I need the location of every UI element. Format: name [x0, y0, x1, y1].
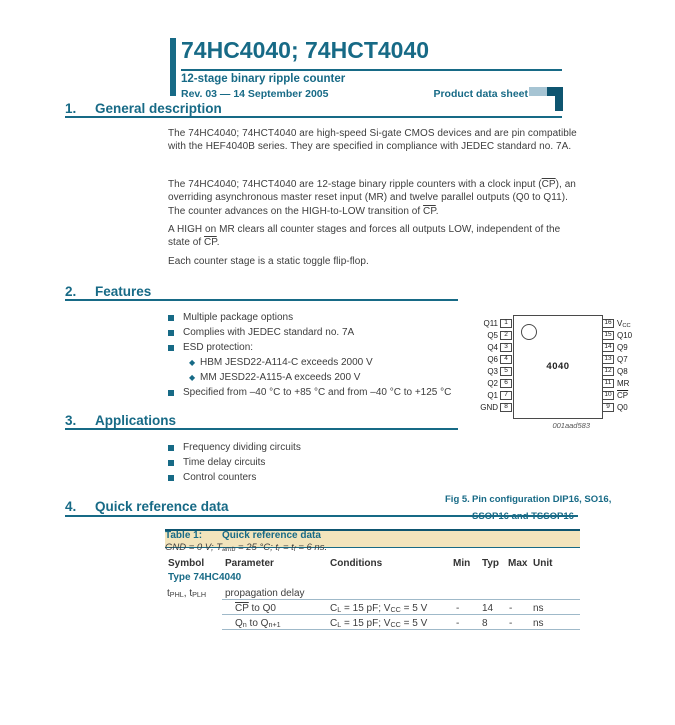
section-4-number: 4. [65, 499, 77, 514]
figure-caption-label: Fig 5. [445, 494, 470, 505]
table-cell-min: - [456, 618, 460, 629]
pin-label: Q3 [487, 367, 498, 376]
title-rule [181, 69, 562, 71]
section-3-title: Applications [95, 413, 177, 428]
dip-right-pins [602, 319, 632, 412]
pin-number-box: 8 [500, 403, 512, 412]
pin-row [469, 367, 513, 376]
table-title: Quick reference data [222, 530, 321, 541]
pin-row [602, 331, 632, 340]
table-conditions-note: GND = 0 V; Tamb = 25 °C; tr = tf = 6 ns. [165, 542, 328, 554]
revision-text: Rev. 03 — 14 September 2005 [181, 88, 329, 100]
pin-row [469, 379, 513, 388]
bullet-square-icon [168, 445, 174, 451]
table-cell-symbol: tPHL, tPLH [167, 588, 207, 600]
page-subtitle: 12-stage binary ripple counter [181, 73, 346, 85]
table-cell-min: - [456, 603, 460, 614]
table-cell-unit: ns [533, 603, 544, 614]
feature-item: Complies with JEDEC standard no. 7A [183, 327, 355, 338]
pin1-indicator-circle [521, 324, 537, 340]
pin-label: Q4 [487, 343, 498, 352]
application-item: Time delay circuits [183, 457, 266, 468]
dip-left-pins [469, 319, 513, 412]
pin-row [602, 391, 632, 400]
pin-row [469, 403, 513, 412]
pin-row [469, 319, 513, 328]
bullet-diamond-icon: ◆ [189, 358, 196, 367]
pin-row [469, 355, 513, 364]
application-item: Frequency dividing circuits [183, 442, 301, 453]
table-cell-parameter: propagation delay [225, 588, 305, 599]
bullet-square-icon [168, 315, 174, 321]
section-3-rule [65, 428, 458, 430]
pin-label: MR [617, 379, 630, 388]
pin-label: Q0 [617, 403, 628, 412]
feature-item: ESD protection: [183, 342, 254, 353]
figure-id-code: 001aad583 [552, 421, 590, 430]
table-row-rule [222, 629, 580, 630]
pin-number-box: 15 [602, 331, 614, 340]
table-row-rule [222, 599, 580, 600]
section-2-rule [65, 299, 458, 301]
table-cell-max: - [509, 603, 513, 614]
bullet-square-icon [168, 390, 174, 396]
table-cell-parameter: $\overline{CP}$ to Q0 [235, 603, 276, 614]
bullet-diamond-icon: ◆ [189, 373, 196, 382]
bullet-square-icon [168, 345, 174, 351]
section-4-rule [65, 515, 578, 517]
paragraph: Each counter stage is a static toggle flip-flop. [168, 256, 369, 267]
column-header: Conditions [330, 558, 383, 569]
pin-row [602, 367, 632, 376]
header-corner-stripe [555, 96, 563, 111]
pin-row [469, 331, 513, 340]
table-cell-typ: 14 [482, 603, 494, 614]
pin-number-box: 1 [500, 319, 512, 328]
table-row-rule [222, 614, 580, 615]
section-1-rule [65, 116, 562, 118]
feature-item: Specified from –40 °C to +85 °C and from –40 °C to +125 °C [183, 387, 452, 398]
pin-label: Q6 [487, 355, 498, 364]
column-header: Max [508, 558, 528, 569]
column-header: Unit [533, 558, 553, 569]
section-1-number: 1. [65, 101, 77, 116]
table-cell-max: - [509, 618, 513, 629]
pin-label: Q8 [617, 367, 628, 376]
paragraph: The 74HC4040; 74HCT4040 are 12-stage binary ripple counters with a clock input $(\overline{CP})$, an overriding asynchronous master reset input (MR) and twelve parallel outputs (Q0 to Q11). The counter advances on the HIGH-to-LOW transition of $\overline{CP}$. [168, 179, 576, 217]
feature-item: Multiple package options [183, 312, 294, 323]
pin-number-box: 6 [500, 379, 512, 388]
column-header: Min [453, 558, 471, 569]
header-corner-accent-dark [547, 87, 563, 96]
doc-type-text: Product data sheet [433, 88, 528, 100]
revision-row [181, 88, 528, 100]
pin-label: Q5 [487, 331, 498, 340]
pin-label: Q10 [617, 331, 633, 340]
bullet-square-icon [168, 475, 174, 481]
quick-reference-table [165, 529, 580, 632]
table-cell-conditions: CL = 15 pF; VCC = 5 V [330, 618, 428, 630]
page-title: 74HC4040; 74HCT4040 [181, 37, 430, 63]
pin-number-box: 4 [500, 355, 512, 364]
pin-label: $\overline{CP}$ [617, 391, 629, 400]
pin-row [602, 355, 632, 364]
pin-label: Q2 [487, 379, 498, 388]
section-2-number: 2. [65, 284, 77, 299]
feature-subitem: HBM JESD22-A114-C exceeds 2000 V [200, 357, 373, 368]
pin-number-box: 11 [602, 379, 614, 388]
pin-row [602, 403, 632, 412]
pin-label: Q1 [487, 391, 498, 400]
paragraph: A HIGH on MR clears all counter stages and forces all outputs LOW, independent of the state of $\overline{CP}$. [168, 224, 561, 249]
column-header: Symbol [168, 558, 205, 569]
title-accent-bar [170, 38, 176, 96]
pin-number-box: 3 [500, 343, 512, 352]
table-cell-typ: 8 [482, 618, 488, 629]
pin-label: VCC [617, 319, 631, 330]
pin-number-box: 7 [500, 391, 512, 400]
column-header: Typ [482, 558, 500, 569]
pin-number-box: 2 [500, 331, 512, 340]
paragraph: The 74HC4040; 74HCT4040 are high-speed Si-gate CMOS devices and are pin compatible with the HEF4040B series. They are specified in compliance with JEDEC standard no. 7A. [168, 128, 577, 153]
application-item: Control counters [183, 472, 257, 483]
table-cell-unit: ns [533, 618, 544, 629]
feature-subitem: MM JESD22-A115-A exceeds 200 V [200, 372, 361, 383]
pin-number-box: 14 [602, 343, 614, 352]
table-cell-conditions: CL = 15 pF; VCC = 5 V [330, 603, 428, 615]
pin-row [602, 343, 632, 352]
chip-label: 4040 [546, 361, 570, 372]
pin-label: GND [480, 403, 498, 412]
header-corner-accent-light [529, 87, 547, 96]
pin-row [469, 391, 513, 400]
section-3-number: 3. [65, 413, 77, 428]
section-2-title: Features [95, 284, 152, 299]
section-1-title: General description [95, 101, 222, 116]
figure-caption-line1: Pin configuration DIP16, SO16, [472, 494, 612, 505]
section-4-title: Quick reference data [95, 499, 229, 514]
pin-label: Q11 [483, 319, 498, 328]
pin-number-box: 10 [602, 391, 614, 400]
pin-row [469, 343, 513, 352]
pin-row [602, 379, 632, 388]
column-header: Parameter [225, 558, 274, 569]
pin-label: Q9 [617, 343, 628, 352]
pin-number-box: 13 [602, 355, 614, 364]
table-number-label: Table 1: [165, 530, 203, 541]
bullet-square-icon [168, 460, 174, 466]
table-type-row: Type 74HC4040 [168, 572, 242, 583]
pin-number-box: 12 [602, 367, 614, 376]
pin-number-box: 5 [500, 367, 512, 376]
table-cell-parameter: Qn to Qn+1 [235, 618, 281, 630]
pin-label: Q7 [617, 355, 628, 364]
pin-number-box: 9 [602, 403, 614, 412]
pin-number-box: 16 [602, 319, 614, 328]
bullet-square-icon [168, 330, 174, 336]
pin-row [602, 319, 632, 328]
